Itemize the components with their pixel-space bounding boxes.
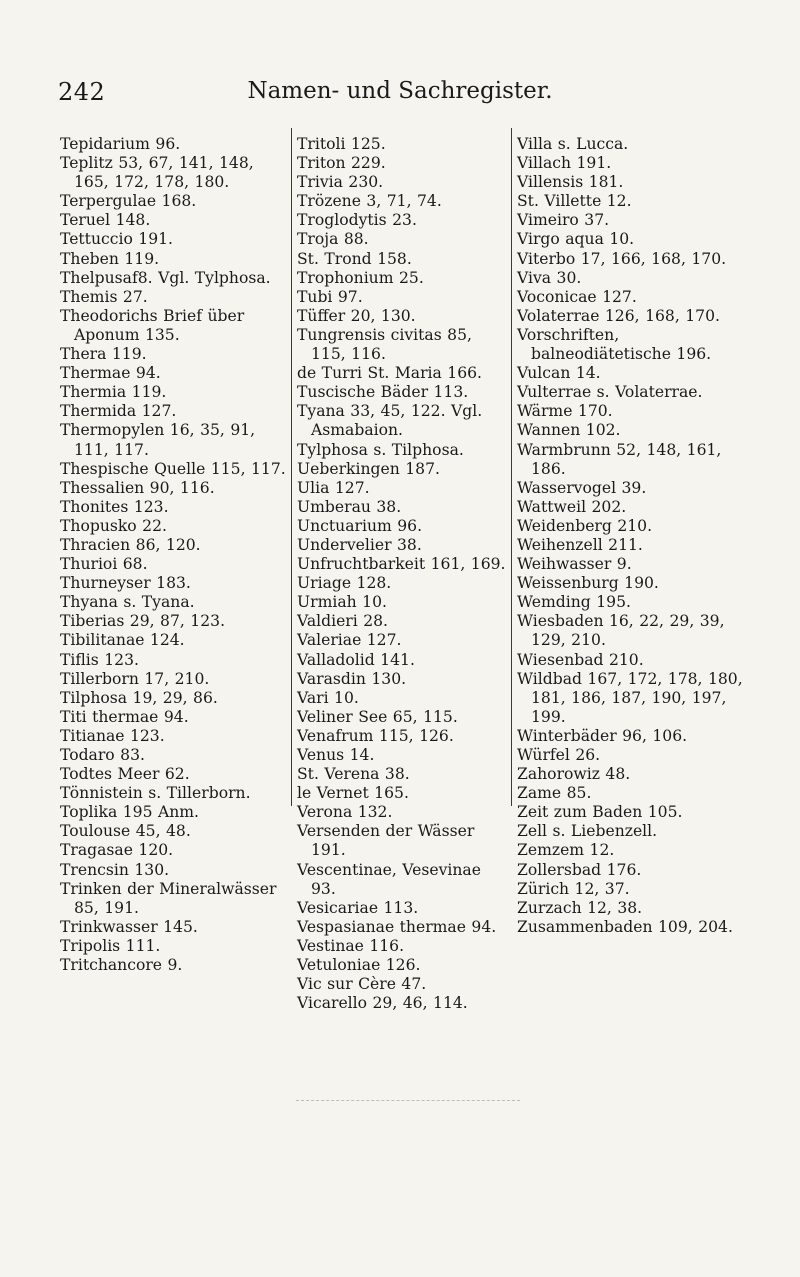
index-entry: Trinken der Mineralwässer 85, 191.	[60, 879, 277, 917]
index-entry: Thurneyser 183.	[60, 574, 191, 593]
index-entry: Tilphosa 19, 29, 86.	[60, 688, 218, 707]
index-entry: Titianae 123.	[60, 726, 165, 745]
index-entry: Tyana 33, 45, 122. Vgl. Asmabaion.	[297, 402, 483, 440]
index-entry: Vulterrae s. Volaterrae.	[517, 383, 703, 402]
index-entry: Zemzem 12.	[517, 841, 615, 860]
index-entry: Tönnistein s. Tillerborn.	[60, 784, 251, 803]
index-entry: Varasdin 130.	[297, 669, 407, 688]
index-entry: Wattweil 202.	[517, 497, 627, 516]
index-entry: Zell s. Liebenzell.	[517, 822, 658, 841]
index-entry: Veliner See 65, 115.	[297, 707, 458, 726]
index-entry: Tiberias 29, 87, 123.	[60, 612, 226, 631]
index-entry: de Turri St. Maria 166.	[297, 364, 483, 383]
index-entry: Zollersbad 176.	[517, 860, 642, 879]
index-entry: Villach 191.	[517, 154, 612, 173]
index-entry: Zahorowiz 48.	[517, 765, 631, 784]
index-entry: Wemding 195.	[517, 593, 631, 612]
index-entry: Tillerborn 17, 210.	[60, 669, 210, 688]
index-entry: Troglodytis 23.	[297, 211, 417, 230]
index-entry: Villensis 181.	[517, 173, 624, 192]
index-entry: Unfruchtbarkeit 161, 169.	[297, 555, 506, 574]
index-entry: Thelpusaf8. Vgl. Tylphosa.	[60, 268, 271, 287]
index-entry: Tylphosa s. Tilphosa.	[297, 440, 464, 459]
index-entry: Tiflis 123.	[60, 650, 139, 669]
index-entry: Vicarello 29, 46, 114.	[297, 994, 468, 1013]
index-entry: Thespische Quelle 115, 117.	[60, 459, 286, 478]
index-entry: Thurioi 68.	[60, 555, 148, 574]
index-entry: Valdieri 28.	[297, 612, 389, 631]
index-entry: Venafrum 115, 126.	[297, 726, 454, 745]
index-entry: Wiesenbad 210.	[517, 650, 644, 669]
index-entry: Terpergulae 168.	[60, 192, 197, 211]
index-entry: Tritoli 125.	[297, 135, 386, 153]
index-entry: Wildbad 167, 172, 178, 180, 181, 186, 187, 190, 197, 199.	[517, 669, 743, 726]
index-entry: Tripolis 111.	[60, 936, 161, 955]
index-entry: Trophonium 25.	[297, 268, 424, 287]
index-entry: Zusammenbaden 109, 204.	[517, 917, 733, 936]
index-entry: Umberau 38.	[297, 497, 402, 516]
index-entry: Tibilitanae 124.	[60, 631, 185, 650]
index-entry: Trözene 3, 71, 74.	[297, 192, 442, 211]
index-entry: Zürich 12, 37.	[517, 879, 630, 898]
index-entry: Troja 88.	[297, 230, 369, 249]
index-entry: Ulia 127.	[297, 478, 370, 497]
index-entry: Volaterrae 126, 168, 170.	[517, 306, 720, 325]
index-entry: Weissenburg 190.	[517, 574, 659, 593]
index-entry: Urmiah 10.	[297, 593, 387, 612]
index-entry: Weidenberg 210.	[517, 516, 653, 535]
index-entry: Thermopylen 16, 35, 91, 111, 117.	[60, 421, 256, 459]
index-entry: Tepidarium 96.	[60, 135, 181, 153]
index-entry: Thermae 94.	[60, 364, 161, 383]
index-entry: Weihwasser 9.	[517, 555, 632, 574]
index-entry: Tettuccio 191.	[60, 230, 174, 249]
index-entry: Wiesbaden 16, 22, 29, 39, 129, 210.	[517, 612, 725, 650]
index-entry: Vorschriften, balneodiätetische 196.	[517, 325, 712, 364]
index-column-2	[297, 135, 511, 1013]
page-number: 242	[58, 78, 106, 106]
index-entry: St. Villette 12.	[517, 192, 632, 211]
index-entry: Wasservogel 39.	[517, 478, 647, 497]
index-entry: Teruel 148.	[60, 211, 151, 230]
index-entry: Vic sur Cère 47.	[297, 975, 427, 994]
index-entry: Tritchancore 9.	[60, 956, 183, 975]
index-entry: St. Verena 38.	[297, 765, 410, 784]
index-entry: Undervelier 38.	[297, 535, 422, 554]
index-entry: Thopusko 22.	[60, 516, 167, 535]
running-title: Namen- und Sachregister.	[247, 78, 553, 104]
index-entry: Teplitz 53, 67, 141, 148, 165, 172, 178, 180.	[60, 154, 254, 192]
index-entry: Valeriae 127.	[297, 631, 402, 650]
index-entry: Vestinae 116.	[297, 936, 405, 955]
index-entry: Verona 132.	[297, 803, 393, 822]
index-entry: Thracien 86, 120.	[60, 535, 201, 554]
index-entry: Triton 229.	[297, 154, 386, 173]
index-entry: Tubi 97.	[297, 287, 363, 306]
index-column-3	[517, 135, 749, 937]
index-entry: Thera 119.	[60, 345, 147, 364]
index-entry: Zame 85.	[517, 784, 592, 803]
index-entry: Thermida 127.	[60, 402, 177, 421]
index-entry: Todaro 83.	[60, 746, 145, 764]
index-entry: Themis 27.	[60, 287, 148, 306]
index-entry: Zeit zum Baden 105.	[517, 803, 683, 822]
index-entry: Titi thermae 94.	[60, 707, 189, 726]
index-entry: Vari 10.	[297, 688, 359, 707]
index-entry: Uriage 128.	[297, 574, 392, 593]
index-entry: Trencsin 130.	[60, 860, 170, 879]
index-entry: Unctuarium 96.	[297, 516, 423, 535]
index-entry: St. Trond 158.	[297, 249, 412, 268]
index-entry: Viva 30.	[517, 268, 582, 287]
index-entry: Weihenzell 211.	[517, 535, 643, 554]
index-entry: Theodorichs Brief über Aponum 135.	[60, 306, 245, 344]
index-entry: Tuscische Bäder 113.	[297, 383, 469, 402]
index-entry: Venus 14.	[297, 746, 375, 764]
index-entry: le Vernet 165.	[297, 784, 409, 803]
index-entry: Villa s. Lucca.	[517, 135, 629, 153]
index-entry: Warmbrunn 52, 148, 161, 186.	[517, 440, 722, 478]
index-entry: Thonites 123.	[60, 497, 169, 516]
index-entry: Thessalien 90, 116.	[60, 478, 215, 497]
column-divider-2	[511, 128, 512, 806]
index-entry: Ueberkingen 187.	[297, 459, 440, 478]
index-entry: Wärme 170.	[517, 402, 613, 421]
index-entry: Toplika 195 Anm.	[60, 803, 200, 822]
index-column-1	[60, 135, 292, 975]
index-entry: Vesicariae 113.	[297, 898, 419, 917]
index-entry: Versenden der Wässer 191.	[297, 822, 475, 860]
index-entry: Viterbo 17, 166, 168, 170.	[517, 249, 727, 268]
index-entry: Tungrensis civitas 85, 115, 116.	[297, 325, 472, 364]
index-entry: Todtes Meer 62.	[60, 765, 190, 784]
footer-flourish	[296, 1092, 520, 1101]
index-entry: Toulouse 45, 48.	[60, 822, 191, 841]
index-entry: Thyana s. Tyana.	[60, 593, 195, 612]
index-entry: Tüffer 20, 130.	[297, 306, 416, 325]
index-entry: Vulcan 14.	[517, 364, 601, 383]
index-entry: Virgo aqua 10.	[517, 230, 635, 249]
index-entry: Vetuloniae 126.	[297, 956, 421, 975]
page-header	[0, 78, 800, 112]
index-entry: Vespasianae thermae 94.	[297, 917, 497, 936]
index-entry: Trinkwasser 145.	[60, 917, 198, 936]
index-entry: Würfel 26.	[517, 746, 601, 764]
index-entry: Thermia 119.	[60, 383, 167, 402]
index-entry: Voconicae 127.	[517, 287, 637, 306]
index-entry: Wannen 102.	[517, 421, 621, 440]
index-entry: Trivia 230.	[297, 173, 384, 192]
index-entry: Zurzach 12, 38.	[517, 898, 643, 917]
index-entry: Tragasae 120.	[60, 841, 174, 860]
index-entry: Valladolid 141.	[297, 650, 415, 669]
index-entry: Winterbäder 96, 106.	[517, 726, 688, 745]
index-entry: Theben 119.	[60, 249, 160, 268]
index-entry: Vescentinae, Vesevinae 93.	[297, 860, 481, 898]
index-entry: Vimeiro 37.	[517, 211, 610, 230]
